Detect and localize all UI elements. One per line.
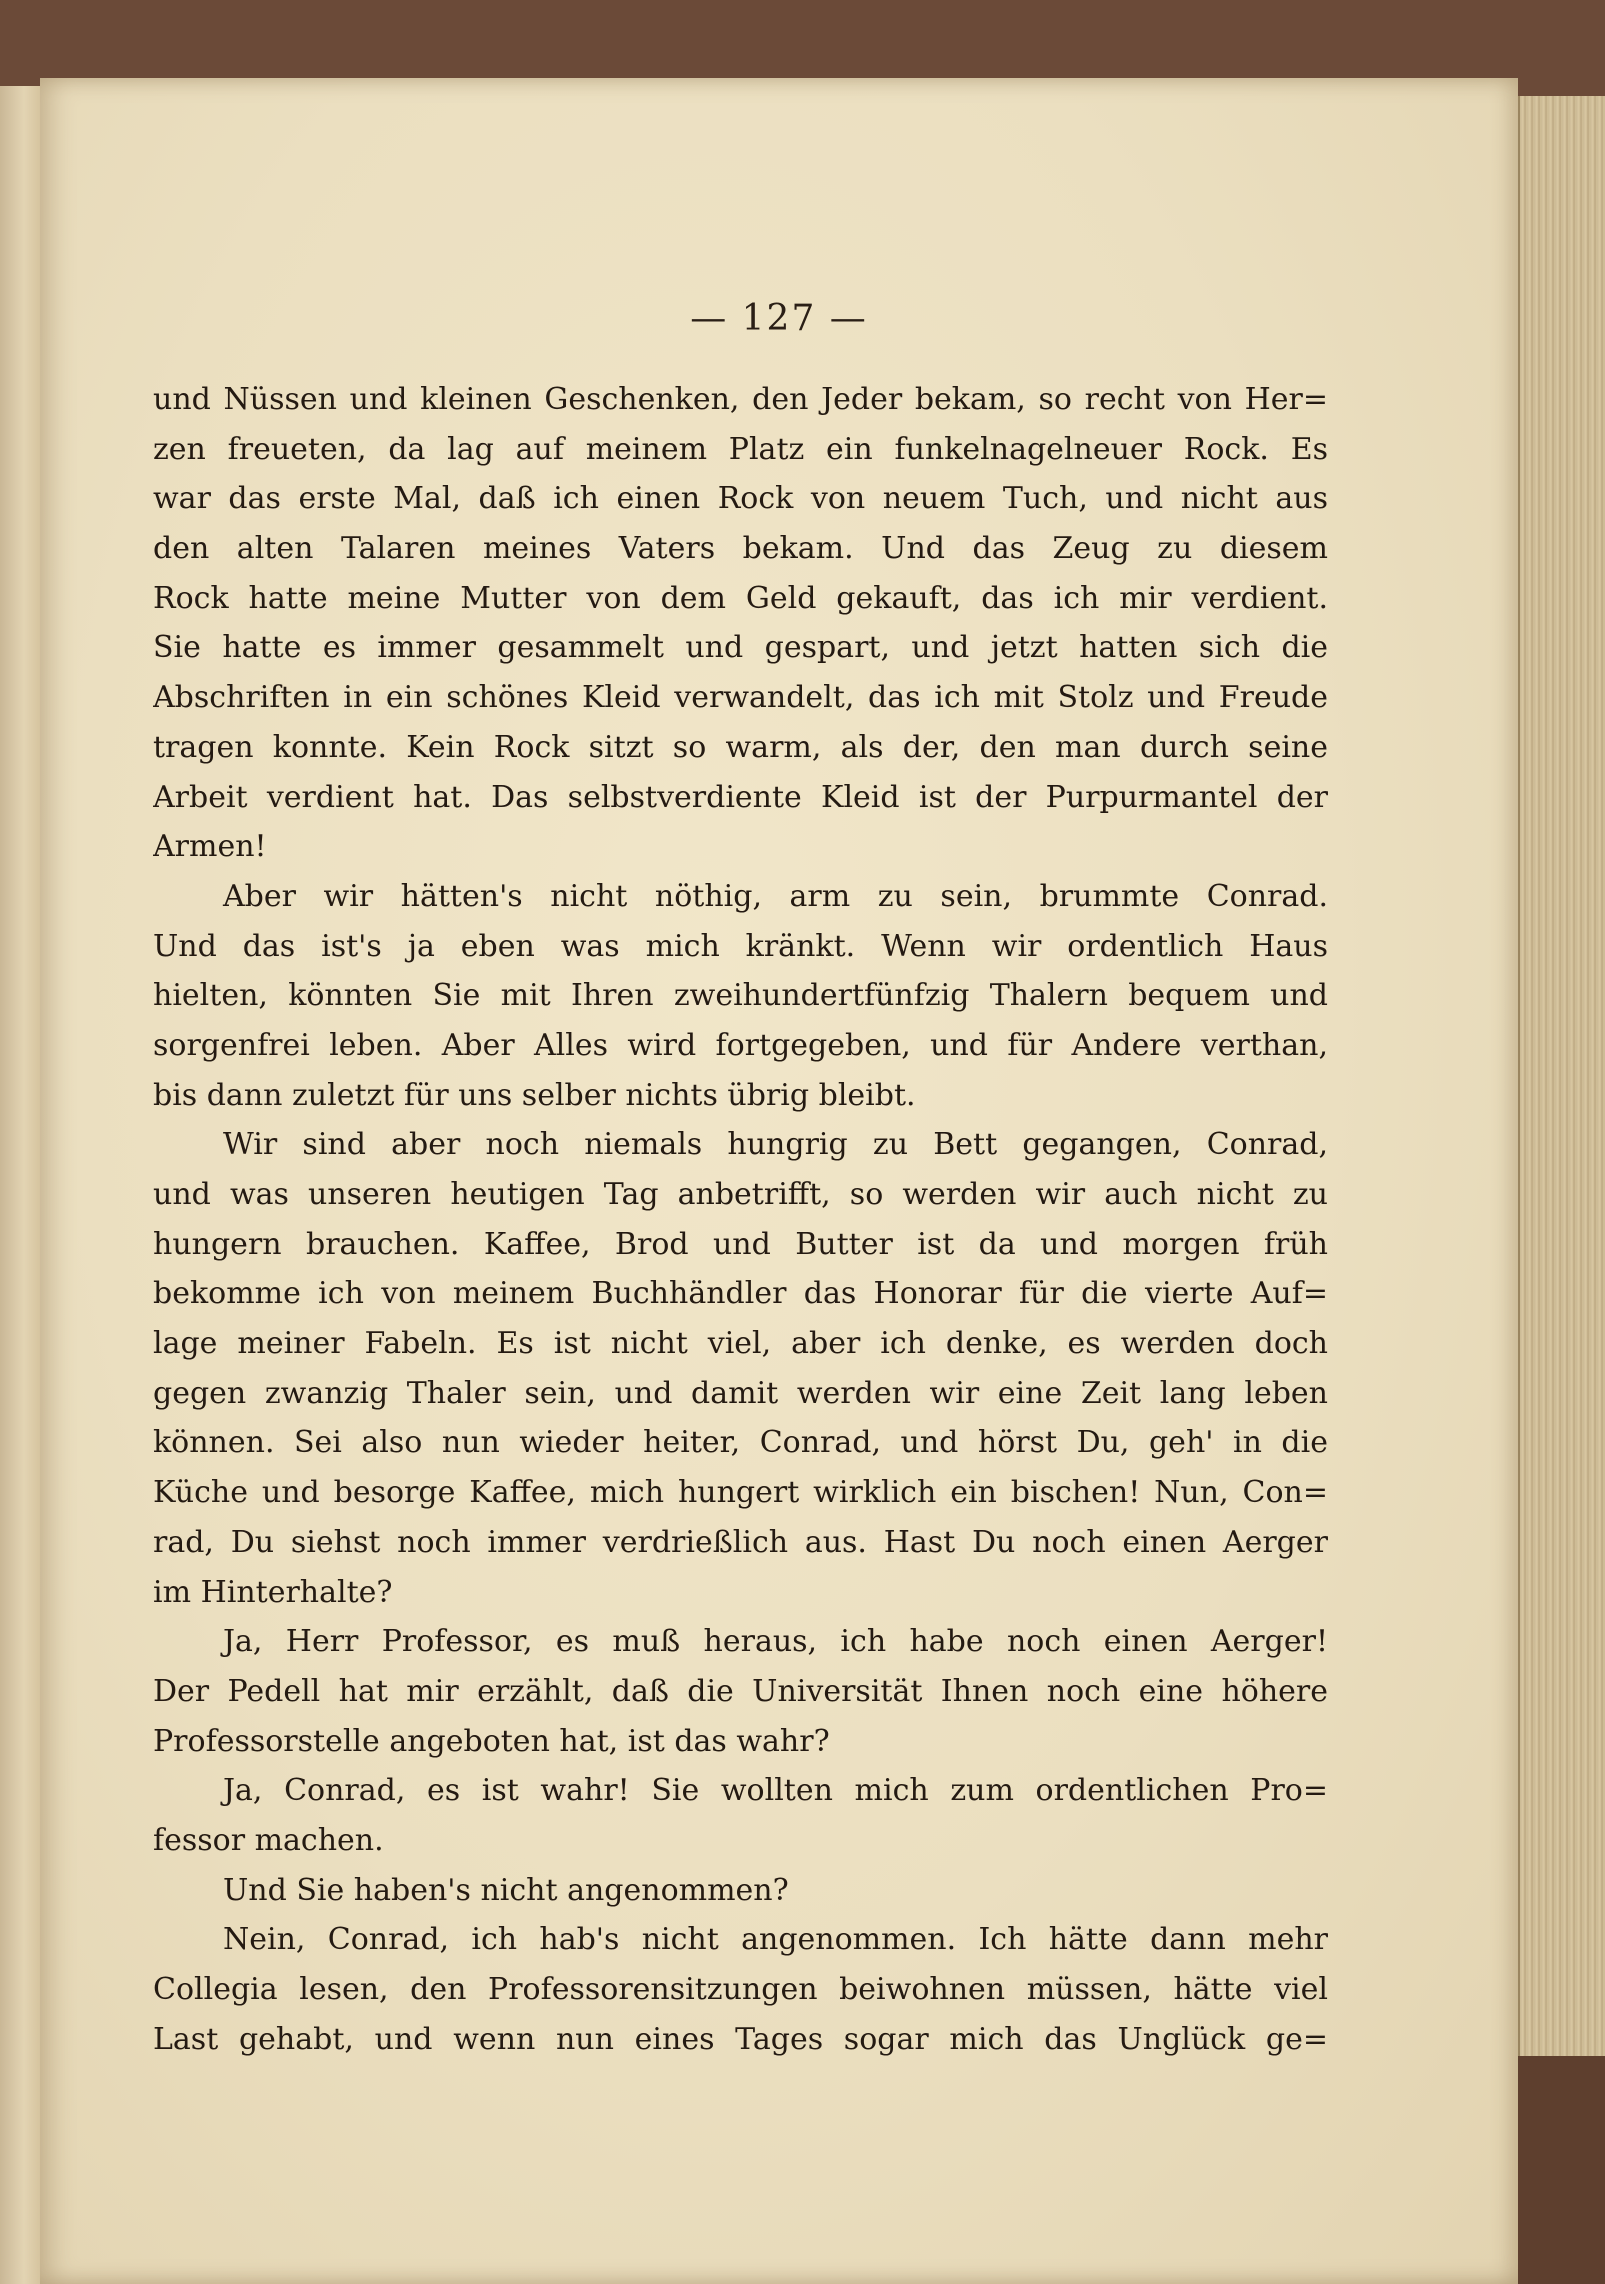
text-line: und was unseren heutigen Tag anbetrifft, so werden wir auch nicht zu: [153, 1177, 1328, 1212]
book-cover: [1518, 2056, 1605, 2284]
body-text: [153, 375, 1328, 2064]
text-line: Der Pedell hat mir erzählt, daß die Universität Ihnen noch eine höhere: [153, 1673, 1328, 1709]
facing-page-edge: [0, 86, 42, 2284]
text-line: können. Sei also nun wieder heiter, Conrad, und hörst Du, geh' in die: [153, 1425, 1328, 1461]
text-line: Sie hatte es immer gesammelt und gespart, und jetzt hatten sich die: [153, 630, 1328, 666]
text-line: Last gehabt, und wenn nun eines Tages sogar mich das Unglück ge=: [153, 2021, 1328, 2057]
text-line: Und Sie haben's nicht angenommen?: [223, 1872, 789, 1908]
text-line: tragen konnte. Kein Rock sitzt so warm, als der, den man durch seine: [153, 729, 1328, 765]
text-line: Collegia lesen, den Professorensitzungen beiwohnen müssen, hätte viel: [153, 1972, 1328, 2007]
text-line: Ja, Herr Professor, es muß heraus, ich habe noch einen Aerger!: [223, 1624, 1328, 1660]
page-block-edges: [1518, 96, 1605, 2056]
text-line: Und das ist's ja eben was mich kränkt. Wenn wir ordentlich Haus: [153, 928, 1328, 964]
text-line: zen freueten, da lag auf meinem Platz ein funkelnagelneuer Rock. Es: [153, 431, 1328, 467]
text-line: Aber wir hätten's nicht nöthig, arm zu sein, brummte Conrad.: [223, 878, 1328, 914]
text-line: den alten Talaren meines Vaters bekam. Und das Zeug zu diesem: [153, 531, 1328, 567]
text-line: sorgenfrei leben. Aber Alles wird fortgegeben, und für Andere verthan,: [153, 1027, 1328, 1063]
text-line: bis dann zuletzt für uns selber nichts übrig bleibt.: [153, 1077, 916, 1113]
text-line: fessor machen.: [153, 1822, 384, 1858]
text-line: und Nüssen und kleinen Geschenken, den Jeder bekam, so recht von Her=: [153, 382, 1328, 417]
text-line: gegen zwanzig Thaler sein, und damit werden wir eine Zeit lang leben: [153, 1375, 1328, 1411]
text-line: lage meiner Fabeln. Es ist nicht viel, aber ich denke, es werden doch: [153, 1326, 1328, 1362]
text-line: Arbeit verdient hat. Das selbstverdiente Kleid ist der Purpurmantel der: [153, 779, 1328, 815]
text-line: war das erste Mal, daß ich einen Rock von neuem Tuch, und nicht aus: [153, 481, 1328, 517]
text-line: im Hinterhalte?: [153, 1574, 393, 1610]
text-line: Ja, Conrad, es ist wahr! Sie wollten mich zum ordentlichen Pro=: [223, 1773, 1328, 1809]
book-page: [40, 78, 1518, 2284]
text-line: Rock hatte meine Mutter von dem Geld gekauft, das ich mir verdient.: [153, 580, 1328, 616]
text-line: bekomme ich von meinem Buchhändler das Honorar für die vierte Auf=: [153, 1276, 1328, 1312]
text-line: Wir sind aber noch niemals hungrig zu Bett gegangen, Conrad,: [223, 1127, 1328, 1163]
text-line: Küche und besorge Kaffee, mich hungert wirklich ein bischen! Nun, Con=: [153, 1475, 1328, 1511]
text-line: Nein, Conrad, ich hab's nicht angenommen. Ich hätte dann mehr: [223, 1922, 1328, 1958]
page-number: — 127 —: [690, 298, 868, 339]
text-line: Abschriften in ein schönes Kleid verwandelt, das ich mit Stolz und Freude: [153, 680, 1328, 716]
text-line: Armen!: [153, 829, 267, 865]
text-line: rad, Du siehst noch immer verdrießlich aus. Hast Du noch einen Aerger: [153, 1524, 1328, 1560]
text-line: hielten, könnten Sie mit Ihren zweihundertfünfzig Thalern bequem und: [153, 978, 1328, 1014]
text-line: Professorstelle angeboten hat, ist das wahr?: [153, 1723, 830, 1759]
text-line: hungern brauchen. Kaffee, Brod und Butter ist da und morgen früh: [153, 1226, 1328, 1262]
